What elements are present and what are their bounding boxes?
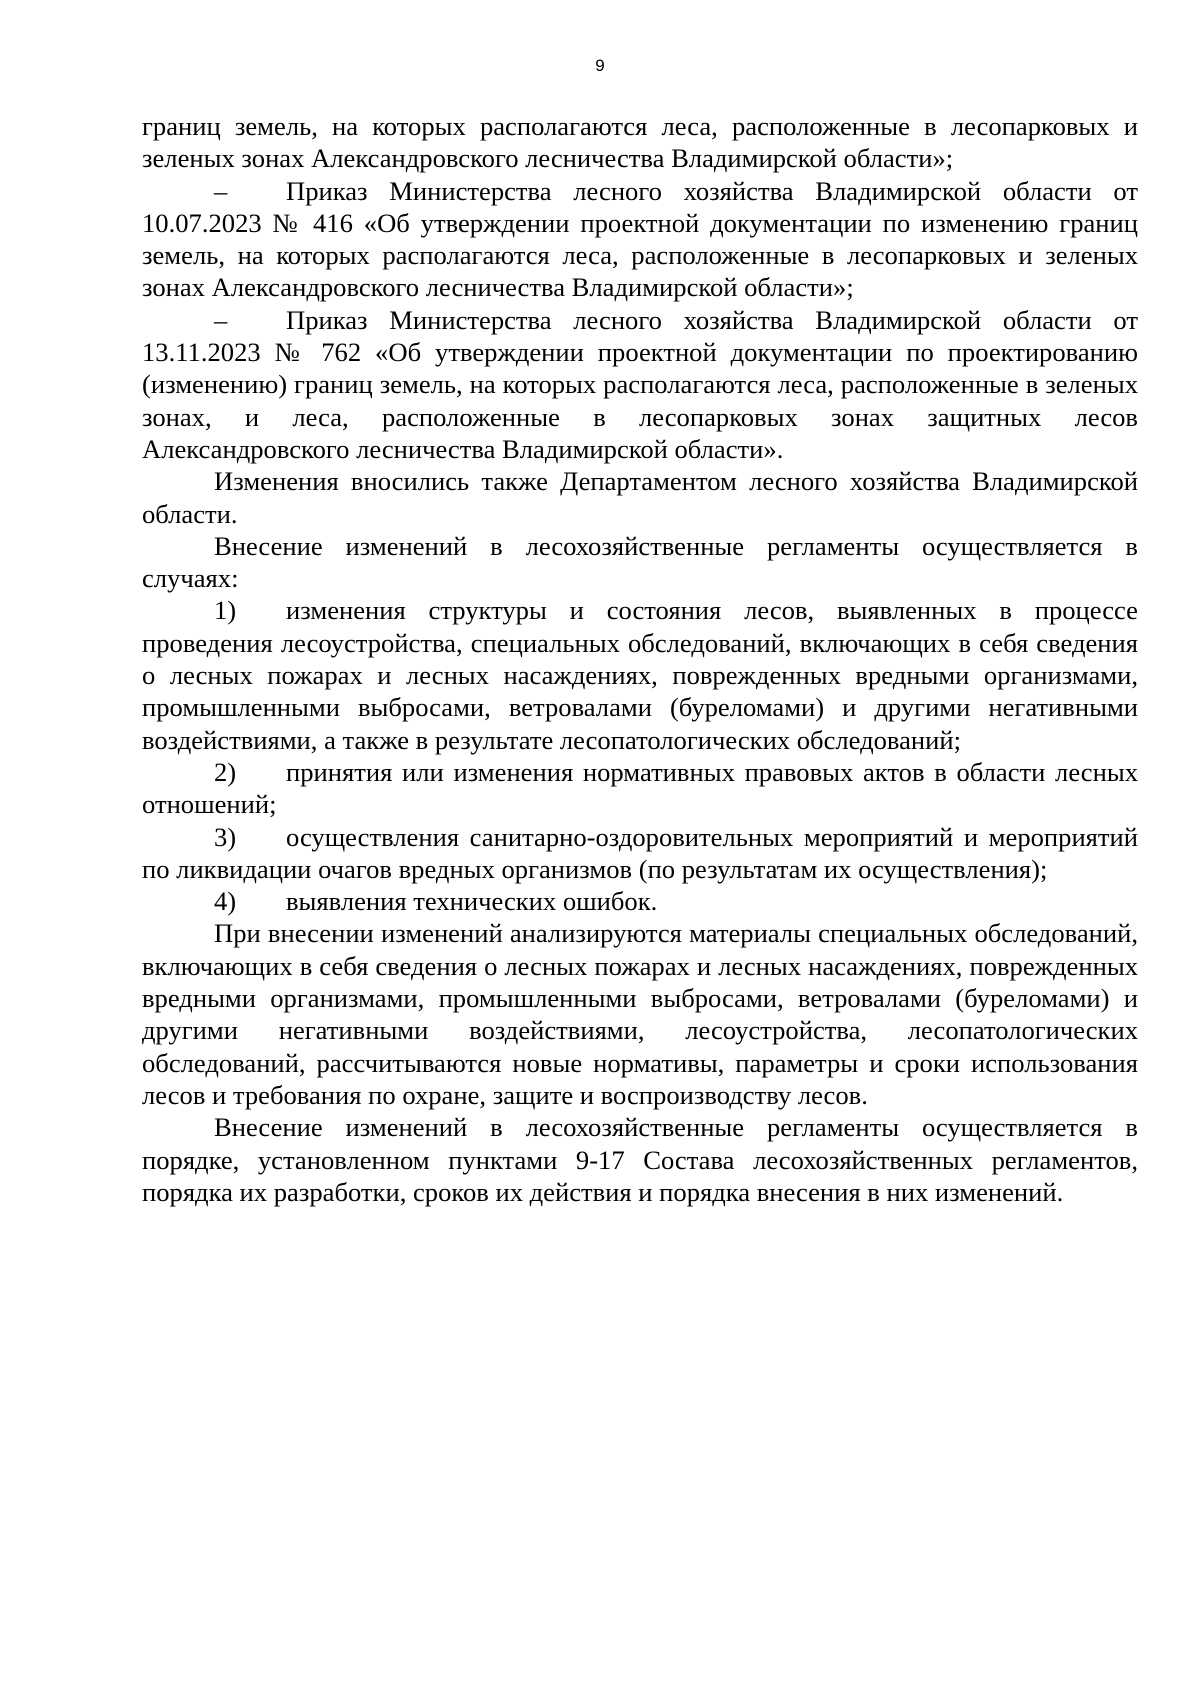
numbered-item-4 [142,885,1138,917]
dash-marker: – [214,304,228,335]
document-body [142,110,1138,1208]
paragraph-procedure: Внесение изменений в лесохозяйственные регламенты осуществляется в порядке, установленном пунктами 9-17 Состава лесохозяйственных регламентов, порядка их разработки, сроков их действия и порядка внесения в них изменений. [142,1112,1138,1207]
paragraph-continuation: границ земель, на которых располагаются леса, расположенные в лесопарковых и зеленых зонах Александровского лесничества Владимирской области»; [142,111,1138,174]
numbered-item-text: изменения структуры и состояния лесов, выявленных в процессе проведения лесоустройства, специальных обследований, включающих в себя сведения о лесных пожарах и лесных насаждениях, поврежденных вредными организмами, промышленными выбросами, ветровалами (буреломами) и другими негативными воздействиями, а также в результате лесопатологических обследований; [142,595,1138,755]
list-item-text: Приказ Министерства лесного хозяйства Владимирской области от 13.11.2023 № 762 «Об утверждении проектной документации по проектированию (изменению) границ земель, на которых располагаются леса, расположенные в зеленых зонах, и леса, расположенные в лесопарковых зонах защитных лесов Александровского лесничества Владимирской области». [142,304,1138,464]
paragraph-changes-department: Изменения вносились также Департаментом лесного хозяйства Владимирской области. [142,466,1138,529]
numbered-item-3 [142,821,1138,886]
numbered-item-text: выявления технических ошибок. [286,886,658,917]
dash-marker: – [214,175,228,206]
numbered-item-1 [142,594,1138,755]
numbered-item-2 [142,756,1138,821]
number-marker: 2) [214,756,237,787]
numbered-item-text: осуществления санитарно-оздоровительных мероприятий и мероприятий по ликвидации очагов вредных организмов (по результатам их осуществления); [142,821,1138,884]
list-item-order-416 [142,175,1138,304]
number-marker: 4) [214,886,237,917]
paragraph-cases-intro: Внесение изменений в лесохозяйственные регламенты осуществляется в случаях: [142,530,1138,594]
list-item-order-762 [142,304,1138,465]
numbered-item-text: принятия или изменения нормативных правовых актов в области лесных отношений; [142,756,1138,820]
number-marker: 1) [214,595,237,626]
number-marker: 3) [214,821,237,852]
page-number: 9 [595,56,605,75]
list-item-text: Приказ Министерства лесного хозяйства Владимирской области от 10.07.2023 № 416 «Об утверждении проектной документации по изменению границ земель, на которых располагаются леса, расположенные в лесопарковых и зеленых зонах Александровского лесничества Владимирской области»; [142,175,1138,303]
paragraph-analysis: При внесении изменений анализируются материалы специальных обследований, включающих в себя сведения о лесных пожарах и лесных насаждениях, поврежденных вредными организмами, промышленными выбросами, ветровалами (буреломами) и другими негативными воздействиями, лесоустройства, лесопатологических обследований, рассчитываются новые нормативы, параметры и сроки использования лесов и требования по охране, защите и воспроизводству лесов. [142,918,1138,1110]
